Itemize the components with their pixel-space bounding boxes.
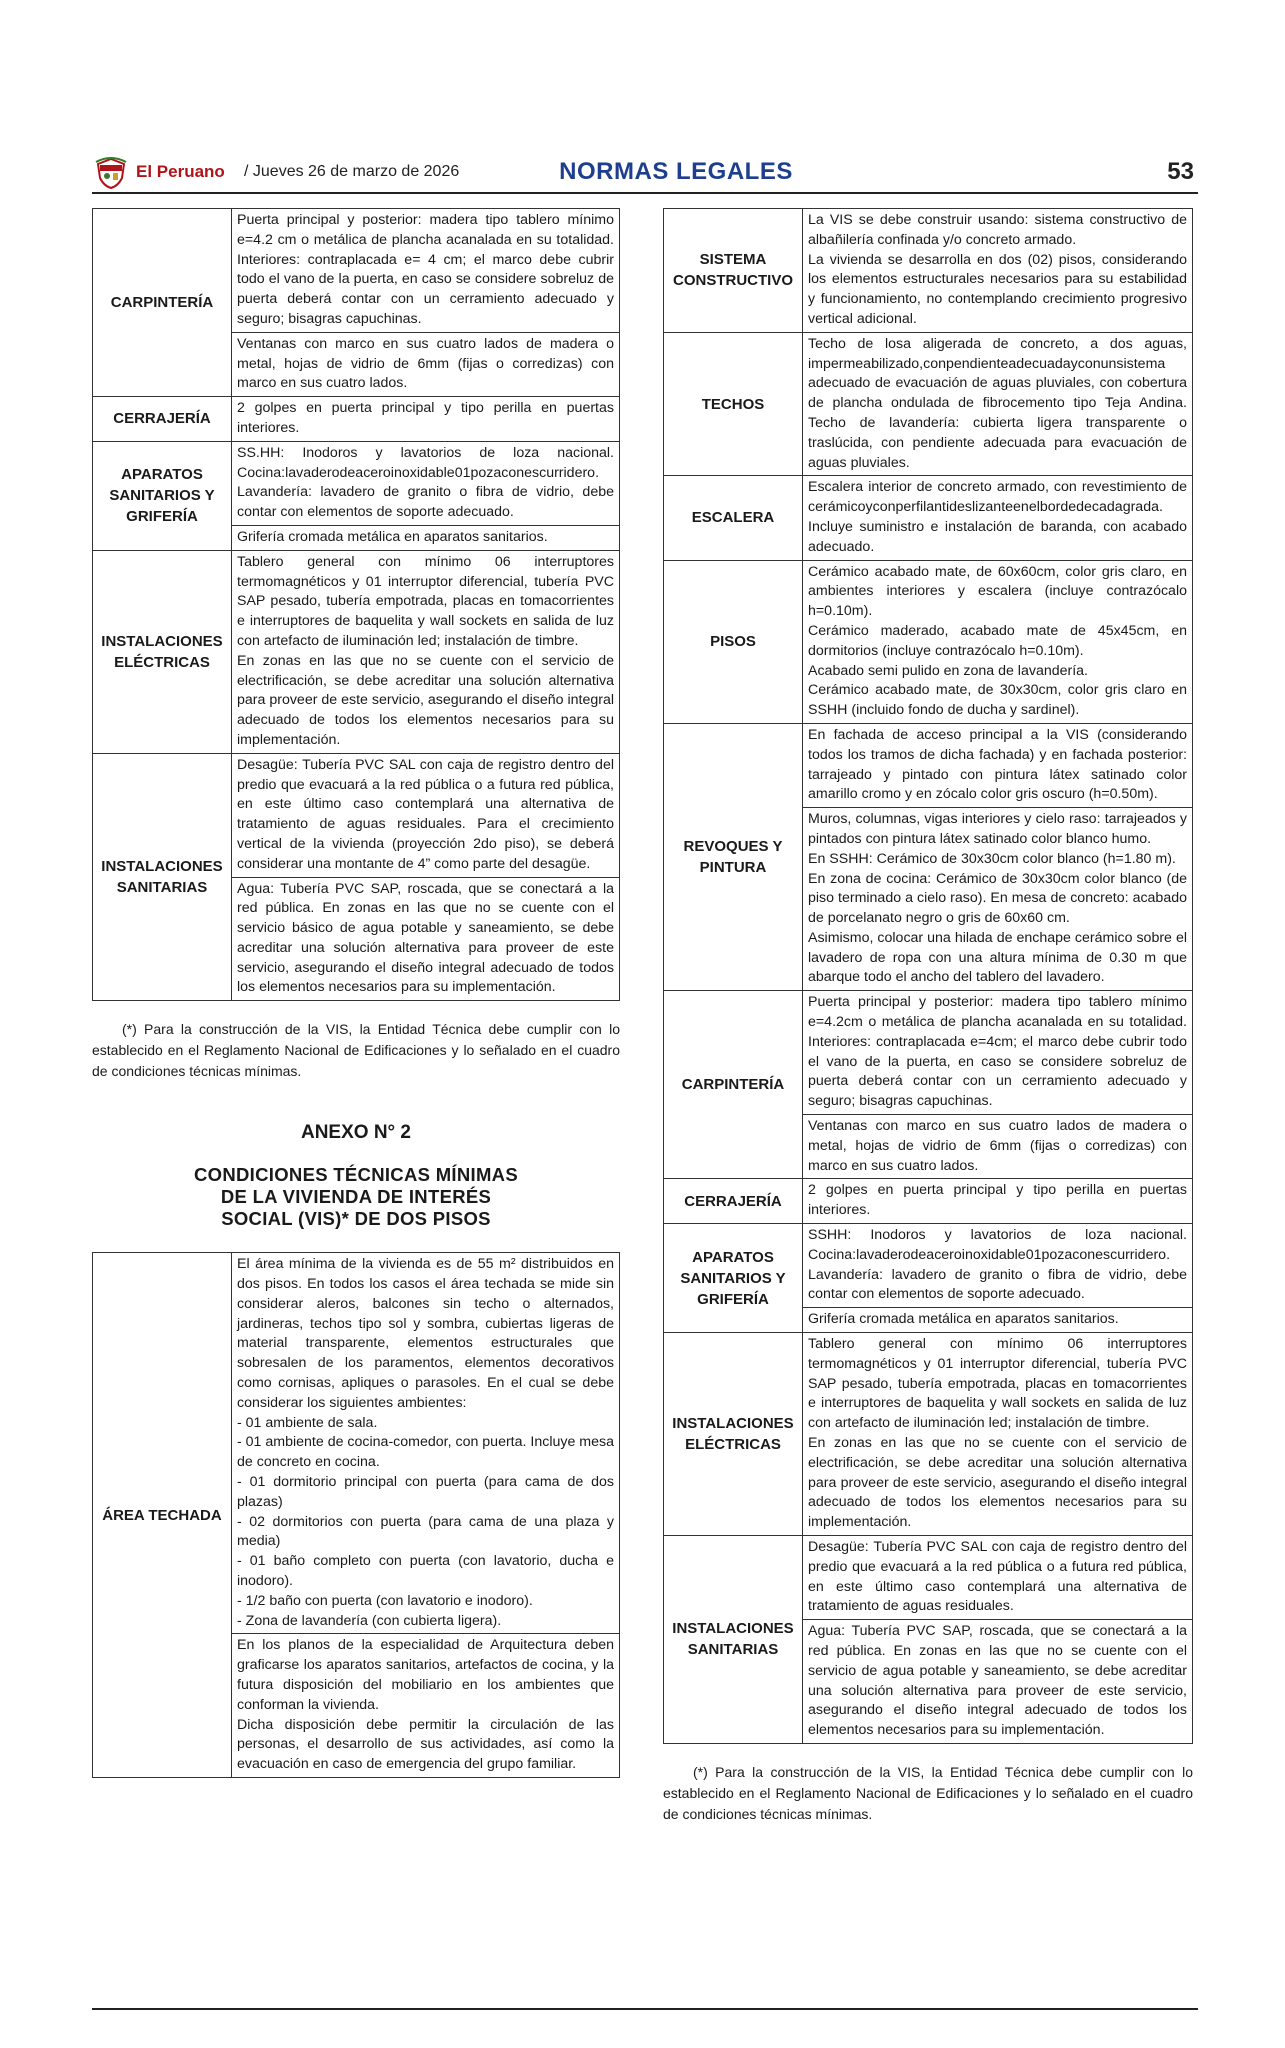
table-row xyxy=(664,1224,1193,1308)
table-row xyxy=(664,991,1193,1115)
right-column xyxy=(663,208,1193,1825)
category-cell: INSTALACIONES SANITARIAS xyxy=(93,753,232,1001)
spec-cell: En los planos de la especialidad de Arquitectura deben graficarse los aparatos sanitarios, artefactos de cocina, y la futura disposición del mobiliario en los ambientes que conforman la vivienda. Dicha disposición debe permitir la circulación de las personas, el desarrollo de sus actividades, así como la evacuación en caso de emergencia del grupo familiar. xyxy=(232,1634,620,1778)
annex-title: ANEXO N° 2 xyxy=(300,1122,411,1144)
category-cell: SISTEMA CONSTRUCTIVO xyxy=(664,209,803,333)
page-number: 53 xyxy=(1167,158,1194,185)
spec-cell: Grifería cromada metálica en aparatos sanitarios. xyxy=(232,525,620,550)
table-row xyxy=(664,476,1193,560)
spec-cell: La VIS se debe construir usando: sistema constructivo de albañilería confinada y/o concreto armado. La vivienda se desarrolla en dos (02) pisos, considerando los elementos estructurales necesarios para su estabilidad y funcionamiento, no contemplando crecimiento progresivo vertical adicional. xyxy=(803,209,1193,333)
category-cell: PISOS xyxy=(664,560,803,723)
spec-cell: Agua: Tubería PVC SAP, roscada, que se conectará a la red pública. En zonas en las que no se cuente con el servicio de agua potable y saneamiento, se debe acreditar una solución alternativa para proveer de este servicio, asegurando el diseño integral adecuado de todos los elementos necesarios para su implementación. xyxy=(803,1620,1193,1744)
category-cell: TECHOS xyxy=(664,332,803,476)
category-cell: CERRAJERÍA xyxy=(664,1179,803,1224)
category-cell: INSTALACIONES ELÉCTRICAS xyxy=(664,1333,803,1536)
table-row xyxy=(664,723,1193,807)
table-row xyxy=(93,397,620,442)
brand-name: El Peruano xyxy=(136,162,225,181)
table-row xyxy=(664,1179,1193,1224)
left-column xyxy=(92,208,620,1778)
table-row xyxy=(93,550,620,753)
spec-cell: Desagüe: Tubería PVC SAL con caja de registro dentro del predio que evacuará a la red pública o a futura red pública, en este último caso contemplará una alternativa de tratamiento de aguas residuales. xyxy=(803,1536,1193,1620)
category-cell: INSTALACIONES SANITARIAS xyxy=(664,1536,803,1744)
category-cell: REVOQUES Y PINTURA xyxy=(664,723,803,990)
category-cell: CARPINTERÍA xyxy=(664,991,803,1179)
table-row xyxy=(664,1536,1193,1620)
table-row xyxy=(93,441,620,525)
spec-cell: Escalera interior de concreto armado, con revestimiento de cerámicoyconperfilantideslizanteenelbordedecadagrada. Incluye suministro e instalación de baranda, con acabado adecuado. xyxy=(803,476,1193,560)
category-cell: CARPINTERÍA xyxy=(93,209,232,397)
table-row xyxy=(664,332,1193,476)
right-footnote: (*) Para la construcción de la VIS, la Entidad Técnica debe cumplir con lo establecido en el Reglamento Nacional de Edificaciones y lo señalado en el cuadro de condiciones técnicas mínimas. xyxy=(663,1763,1193,1822)
table-row xyxy=(93,209,620,333)
category-cell: ESCALERA xyxy=(664,476,803,560)
spec-cell: Puerta principal y posterior: madera tipo tablero mínimo e=4.2 cm o metálica de plancha acanalada en su totalidad. Interiores: contraplacada e= 4 cm; el marco debe cubrir todo el vano de la puerta, en caso se considere sobreluz de puerta deberá contar con un cerramiento adecuado y seguro; bisagras capuchinas. xyxy=(232,209,620,333)
annex-subtitle-line: DE LA VIVIENDA DE INTERÉS xyxy=(220,1186,492,1208)
category-cell: APARATOS SANITARIOS Y GRIFERÍA xyxy=(664,1224,803,1333)
spec-cell: Grifería cromada metálica en aparatos sanitarios. xyxy=(803,1308,1193,1333)
bottom-rule xyxy=(92,2008,1198,2010)
category-cell: CERRAJERÍA xyxy=(93,397,232,442)
spec-cell: El área mínima de la vivienda es de 55 m² distribuidos en dos pisos. En todos los casos el área techada se mide sin considerar aleros, balcones sin techo o alternados, jardineras, techos tipo sol y sombra, cubiertas ligeras de material transparente, elementos estructurales que sobresalen de los paramentos, elementos decorativos como cornisas, apliques o parasoles. En el cual se debe considerar los siguientes ambientes: - 01 ambiente de sala. - 01 ambiente de cocina-comedor, con puerta. Incluye mesa de concreto en cocina. - 01 dormitorio principal con puerta (para cama de dos plazas) - 02 dormitorios con puerta (para cama de una plaza y media) - 01 baño completo con puerta (con lavatorio, ducha e inodoro). - 1/2 baño con puerta (con lavatorio e inodoro). - Zona de lavandería (con cubierta ligera). xyxy=(232,1253,620,1634)
annex-spec-table xyxy=(92,1252,620,1778)
table-row xyxy=(664,209,1193,333)
spec-cell: En fachada de acceso principal a la VIS (considerando todos los tramos de dicha fachada) y en fachada posterior: tarrajeado y pintado con pintura látex satinado color amarillo cromo y en zócalo color gris oscuro (h=0.50m). xyxy=(803,723,1193,807)
issue-date: / Jueves 26 de marzo de 2026 xyxy=(244,163,460,180)
annex-subtitle-line: CONDICIONES TÉCNICAS MÍNIMAS xyxy=(194,1164,518,1186)
category-cell: APARATOS SANITARIOS Y GRIFERÍA xyxy=(93,441,232,550)
spec-cell: Puerta principal y posterior: madera tipo tablero mínimo e=4.2cm o metálica de plancha acanalada en su totalidad. Interiores: contraplacada e=4cm; el marco debe cubrir todo el vano de la puerta, en caso se considere sobreluz de puerta deberá contar con un cerramiento adecuado y seguro; bisagras capuchinas. xyxy=(803,991,1193,1115)
spec-cell: Tablero general con mínimo 06 interruptores termomagnéticos y 01 interruptor diferencial, tubería PVC SAP pesado, tubería empotrada, placas en tomacorrientes e interruptores de baquelita y wall sockets en salida de luz con artefacto de iluminación led; instalación de timbre. En zonas en las que no se cuente con el servicio de electrificación, se debe acreditar una solución alternativa para proveer de este servicio, asegurando el diseño integral adecuado de todos los elementos necesarios para su implementación. xyxy=(232,550,620,753)
spec-cell: Muros, columnas, vigas interiores y cielo raso: tarrajeados y pintados con pintura látex satinado color blanco humo. En SSHH: Cerámico de 30x30cm color blanco (h=1.80 m). En zona de cocina: Cerámico de 30x30cm color blanco (de piso terminado a cielo raso). En mesa de concreto: acabado de porcelanato negro o gris de 60x60 cm. Asimismo, colocar una hilada de enchape cerámico sobre el lavadero de ropa con una altura mínima de 0.30 m que abarque todo el ancho del tablero del lavadero. xyxy=(803,808,1193,991)
spec-cell: Ventanas con marco en sus cuatro lados de madera o metal, hojas de vidrio de 6mm (fijas o corredizas) con marco en sus cuatro lados. xyxy=(232,332,620,396)
spec-cell: Desagüe: Tubería PVC SAL con caja de registro dentro del predio que evacuará a la red pública o a futura red pública, en este último caso contemplará una alternativa de tratamiento de aguas residuales. Para el crecimiento vertical de la vivienda (proyección 2do piso), se deberá considerar una montante de 4” como parte del desagüe. xyxy=(232,753,620,877)
spec-cell: SSHH: Inodoros y lavatorios de loza nacional. Cocina:lavaderodeaceroinoxidable01pozaconescurridero. Lavandería: lavadero de granito o fibra de vidrio, debe contar con elementos de soporte adecuado. xyxy=(803,1224,1193,1308)
spec-cell: 2 golpes en puerta principal y tipo perilla en puertas interiores. xyxy=(232,397,620,442)
table-row xyxy=(664,560,1193,723)
table-row xyxy=(93,1253,620,1634)
table-row xyxy=(93,753,620,877)
spec-cell: Ventanas con marco en sus cuatro lados de madera o metal, hojas de vidrio de 6mm (fijas o corredizas) con marco en sus cuatro lados. xyxy=(803,1115,1193,1179)
category-cell: INSTALACIONES ELÉCTRICAS xyxy=(93,550,232,753)
left-footnote: (*) Para la construcción de la VIS, la Entidad Técnica debe cumplir con lo establecido en el Reglamento Nacional de Edificaciones y lo señalado en el cuadro de condiciones técnicas mínimas. xyxy=(92,1021,620,1080)
annex-subtitle-line: SOCIAL (VIS)* DE DOS PISOS xyxy=(221,1208,491,1230)
left-spec-table xyxy=(92,208,620,1001)
spec-cell: SS.HH: Inodoros y lavatorios de loza nacional. Cocina:lavaderodeaceroinoxidable01pozaconescurridero. Lavandería: lavadero de granito o fibra de vidrio, debe contar con elementos de soporte adecuado. xyxy=(232,441,620,525)
table-row xyxy=(664,1333,1193,1536)
category-cell: ÁREA TECHADA xyxy=(93,1253,232,1778)
spec-cell: Tablero general con mínimo 06 interruptores termomagnéticos y 01 interruptor diferencial, tubería PVC SAP pesado, tubería empotrada, placas en tomacorrientes e interruptores de baquelita y wall sockets en salida de luz con artefacto de iluminación led; instalación de timbre. En zonas en las que no se cuente con el servicio de electrificación, se debe acreditar una solución alternativa para proveer de este servicio, asegurando el diseño integral adecuado de todos los elementos necesarios para su implementación. xyxy=(803,1333,1193,1536)
spec-cell: 2 golpes en puerta principal y tipo perilla en puertas interiores. xyxy=(803,1179,1193,1224)
annex-subtitle xyxy=(92,1164,620,1230)
section-title: NORMAS LEGALES xyxy=(559,158,793,185)
page-header xyxy=(92,156,1198,194)
spec-cell: Cerámico acabado mate, de 60x60cm, color gris claro, en ambientes interiores y escalera (incluye contrazócalo h=0.10m). Cerámico maderado, acabado mate de 45x45cm, en dormitorios (incluye contrazócalo h=0.10m). Acabado semi pulido en zona de lavandería. Cerámico acabado mate, de 30x30cm, color gris claro en SSHH (incluido fondo de ducha y sardinel). xyxy=(803,560,1193,723)
spec-cell: Techo de losa aligerada de concreto, a dos aguas, impermeabilizado,conpendienteadecuadayconunsistema adecuado de evacuación de aguas pluviales, con cobertura de plancha ondulada de fibrocemento tipo Teja Andina. Techo de lavandería: cubierta ligera transparente o traslúcida, con pendiente adecuada para evacuación de aguas pluviales. xyxy=(803,332,1193,476)
right-spec-table xyxy=(663,208,1193,1744)
peru-coat-of-arms-icon xyxy=(94,156,128,190)
spec-cell: Agua: Tubería PVC SAP, roscada, que se conectará a la red pública. En zonas en las que no se cuente con el servicio básico de agua potable y saneamiento, se debe acreditar una solución alternativa para proveer de este servicio, asegurando el diseño integral adecuado de todos los elementos necesarios para su implementación. xyxy=(232,877,620,1001)
